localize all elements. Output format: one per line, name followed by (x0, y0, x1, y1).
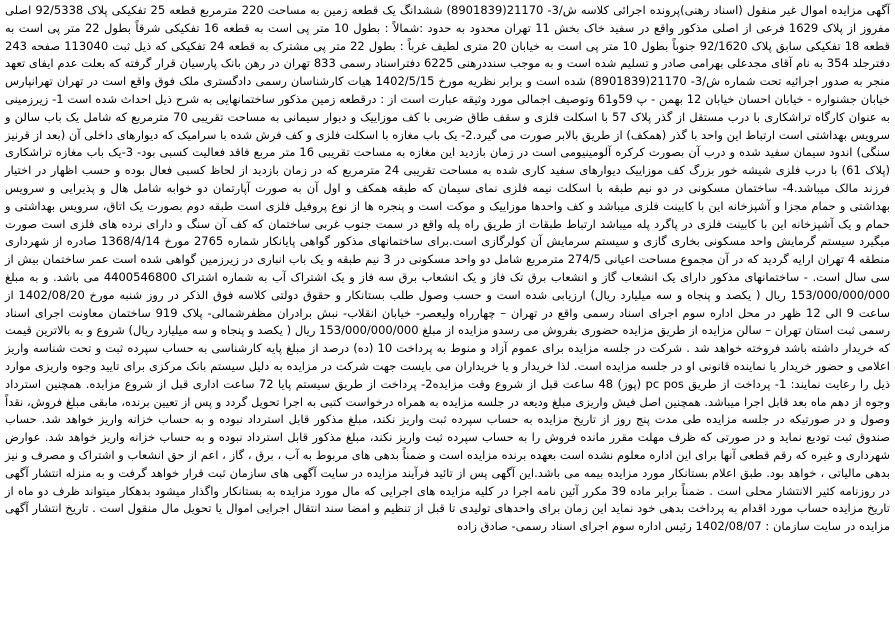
auction-notice-text: آگهی مزایده اموال غیر منقول (اسناد رهنی)پرونده اجرائی کلاسه ش/3- 21170(8901839) ششدانگ یک قطعه زمین به مساحت 220 مترمربع قطعه 25 تفکیکی پلاک 92/5338 اصلی مفروز از پلاک 1629 فرعی از اصلی مذکور واقع در سفید خاک بخش 11 تهران محدود به حدود :شمالاً : بطول 10 متر پی است به قطعه 16 تفکیکی شرقاً بطول 22 متر پی است به قطعه 18 تفکیکی سابق پلاک 92/1620 جنوباً بطول 10 متر پی است به خیابان 20 متری لطیف غرباً : بطول 22 متر پی مشترک به قطعه 24 تفکیکی که ذیل ثبت 113040 صفحه 243 دفترجلد 354 به نام آقای مجدعلی بهرامی صادر و تسلیم شده است و به موجب سنددرهنی 6225 دفتراسناد رسمی 833 تهران در رهن بانک پارسیان قرار گرفته که بعلت عدم ایفای تعهد منجر به صدور اجرائیه تحت شماره ش/3- 21170(8901839) شده است و برابر نظریه مورخ 1402/5/15 هیات کارشناسان رسمی دادگستری ملک فوق واقع است در تهران تهرانپارس خیابان جشنواره - خیابان احسان خیابان 12 بهمن - پ 59و61 وتوصیف اجمالی مورد وثیقه عبارت است از : درقطعه زمین مذکور ساختمانهایی به شرح ذیل احداث شده است 1- زیرزمینی به عنوان کارگاه تراشکاری با درب مستقل از گذر پلاک 57 با اسکلت فلزی و سقف طاق ضربی با کف موزاییک و دیوار سیمانی به مساحت تقریبی 70 مترمربع که شامل یک باب سالن و سرویس بهداشتی است ارتباط این واحد با گذر (همکف) از طریق بالابر صورت می گیرد.2- یک باب مغازه با اسکلت فلزی و کف فرش شده با سرامیک که دیوارهای داخلی آن (بعد از قرنیز سنگی) اندود سیمان سفید شده و درب آن بصورت کرکره آلومینیومی است در زمان بازدید این مغازه به مساحت تقریبی 16 متر مربع فاقد فعالیت کسبی بود- 3-یک باب مغازه تراشکاری (پلاک 61) با درب فلزی شیشه خور بزرگ کف موزاییک دیوارهای سفید کاری شده به مساحت تقریبی 24 مترمربع که در زمان بازدید از لحاظ کسبی فعال بوده و حسب اظهار در اختیار فرزند مالک میباشد.4- ساختمان مسکونی در دو نیم طبقه با اسکلت نیمه فلزی نمای سیمان که طبقه همکف و اول آن به صورت آپارتمان دو خوابه شامل هال و پذیرایی و سرویس بهداشتی و حمام مجزا و آشپزخانه این با کابینت فلزی میباشد و کف واحدها موزاییک و موکت است و پنجره ها از نوع پروفیل فلزی است طبقه دوم بصورت یک اتاق، سرویس بهداشتی و حمام و یک آشپزخانه این با کابینت فلزی در پاگرد پله میباشد ارتباط طبقات از طریق راه پله واقع در سمت جنوب غربی ساختمان که کف آن سنگ و دارای نرده های فلزی است صورت میگیرد سیستم گرمایش واحد مسکونی بخاری گازی و سیستم سرمایش آن کولرگازی است.برای ساختمانهای مذکور گواهی پایانکار شماره 2765 مورخ 1368/4/14 صادره از شهرداری منطقه 4 تهران ارایه گردید که در آن مجموع مساحت اعیانی 274/5 مترمربع شامل دو واحد مسکونی در 3 نیم طبقه و یک باب انباری در زیرزمین گواهی شده است عمر ساختمان بیش از سی سال است. - ساختمانهای مذکور دارای یک انشعاب گاز و انشعاب برق تک فاز و یک انشعاب برق سه فاز و یک اشتراک آب به شماره اشتراک 4400546800 می باشد. و به مبلغ 153/000/000/000 ریال ( یکصد و پنجاه و سه میلیارد ریال) ارزیابی شده است و حسب وصول طلب بستانکار و حقوق دولتی کلاسه فوق الذکر در روز شنبه مورخ 1402/08/20 از ساعت 9 الی 12 ظهر در محل اداره سوم اجرای اسناد رسمی واقع در تهران – چهارراه ولیعصر- خیابان انقلاب- نبش برادران مظفرشمالی- پلاک 919 ساختمان معاونت اجرای اسناد رسمی ثبت استان تهران – سالن مزایده از طریق مزایده حضوری بفروش می رسدو مزایده از مبلغ 153/000/000/000 ریال ( یکصد و پنجاه و سه میلیارد ریال) شروع و به بالاترین قیمت که خریدار داشته باشد فروخته خواهد شد . شرکت در جلسه مزایده برای عموم آزاد و منوط به پرداخت 10 (ده) درصد از مبلغ پایه کارشناسی به حساب سپرده ثبت و تحت شناسه واریز اعلامی و حضور خریدار یا نماینده قانونی او در جلسه مزایده است. لذا خریدار و یا خریداران می بایست جهت شرکت در مزایده به دلیل سیستم بانک مرکزی برای تایید وجوه واریزی موارد ذیل را رعایت نمایند: 1- پرداخت از طریق pc pos (پوز) 48 ساعت قبل از شروع وقت مزایده2- پرداخت از طریق سیستم پایا 72 ساعت اداری قبل از شروع مزایده. همچنین استرداد وجوه از دهم ماه بعد قابل اجرا میباشد. همچنین اصل فیش واریزی مبلغ ودیعه در جلسه مزایده به همراه درخواست کتبی به اجرا تحویل گردد و پس از تعیین برنده، مابقی مبلغ فروش، نقداً وصول و در صورتیکه در جلسه مزایده طی مدت پنج روز از تاریخ مزایده به حساب سپرده ثبت واریز نکند، مبلغ مذکور قابل استرداد نبوده و به حساب خزانه واریز خواهد شد. حساب صندوق ثبت تودیع نماید و در صورتی که ظرف مهلت مقرر مانده فروش را به حساب سپرده ثبت واریز نکند، مبلغ مذکور قابل استرداد نبوده و به حساب خزانه واریز خواهد شد. عوارض شهرداری و غیره که رقم قطعی آنها برای این اداره معلوم نشده است بعهده برنده مزایده است و ضمناً بدهی های مربوط به آب ، برق ، گاز ، اعم از حق انشعاب و اشتراک و مصرف و نیز بدهی مالیاتی ، خواهد بود. طبق اعلام بستانکار مورد مزایده بیمه می باشد.این آگهی پس از تائید فرآیند مزایده در سایت آگهی های سازمان ثبت قرار خواهد گرفت و به منزله انتشار آگهی در روزنامه کثیر الانتشار محلی است . ضمناً برابر ماده 39 مکرر آئین نامه اجرا در کلیه مزایده های اجرایی که مال مورد مزایده به بستانکار واگذار میشود بدهکار میتواند ظرف دو ماه از تاریخ مزایده حساب مورد اقدام به پرداخت بدهی خود نماید این زمان برای واحدهای تولیدی تا قبل از تنظیم و امضا سند انتقال اجرایی اموال یا تحویل مال منقول است . تاریخ انتشار آگهی مزایده در سایت سازمان : 1402/08/07 رئیس اداره سوم اجرای اسناد رسمی- صادق زاده (5, 3, 891, 534)
